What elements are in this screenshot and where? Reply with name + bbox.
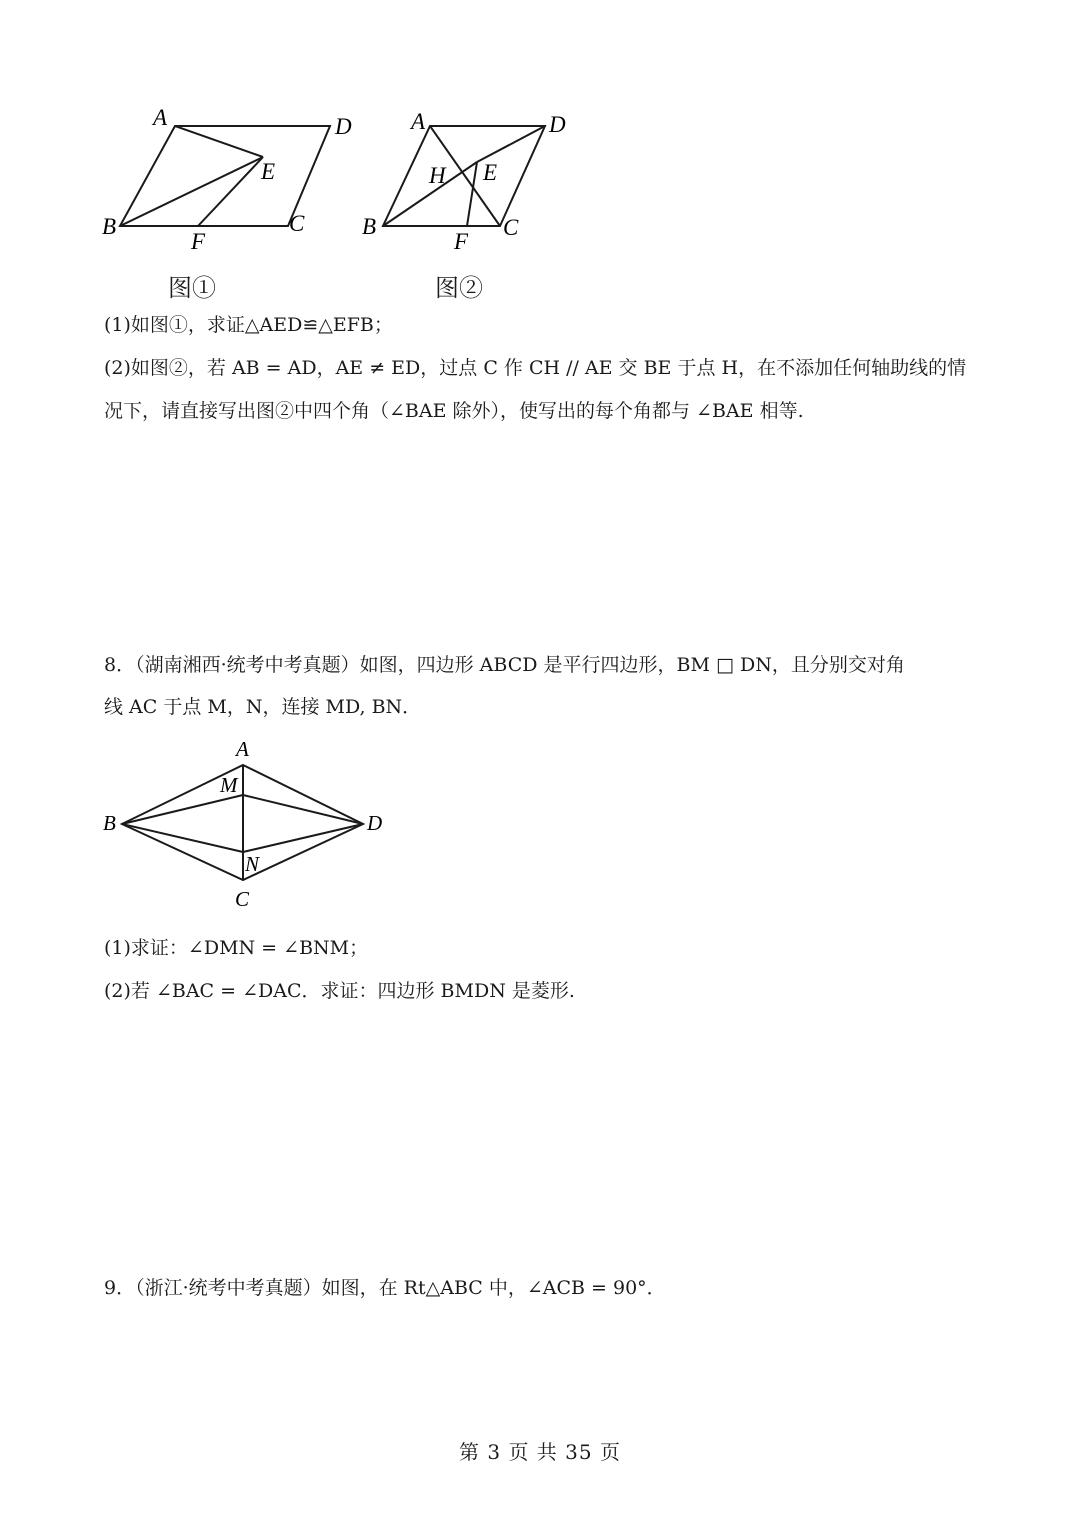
q8-stem-line1: 8．（湖南湘西·统考中考真题）如图，四边形 ABCD 是平行四边形，BM □ DN，且分别交对角 — [104, 654, 905, 676]
figure-2-label-b: B — [362, 214, 377, 239]
q8-label-n: N — [245, 852, 260, 876]
q9-stem: 9．（浙江·统考中考真题）如图，在 Rt△ABC 中，∠ACB = 90°． — [104, 1277, 666, 1299]
figure-2-label-a: A — [411, 109, 426, 134]
q8-segment-bn — [122, 824, 243, 852]
figure-1-diagram — [95, 100, 365, 250]
figure-2-label-d: D — [549, 112, 566, 137]
figure-1-label-a: A — [153, 105, 168, 130]
q8-label-a: A — [236, 737, 249, 761]
q8-segment-nd — [243, 824, 363, 852]
figure-1-label-b: B — [102, 214, 117, 239]
q8-label-d: D — [367, 811, 383, 835]
figure-2-label-f: F — [454, 229, 469, 250]
figure-2-label-e: E — [483, 160, 498, 185]
figure-2-caption: 图② — [435, 274, 483, 302]
figure-1-label-d: D — [335, 114, 352, 139]
figure-1-segment-be — [120, 157, 263, 226]
figure-2-label-h: H — [429, 163, 446, 188]
q8-label-b: B — [103, 811, 116, 835]
figure-2-diagram — [355, 100, 585, 250]
q8-segment-bm — [122, 795, 243, 824]
figure-1-segment-fe — [198, 157, 263, 226]
figure-1-label-c: C — [289, 211, 305, 236]
figure-2-segment-ef — [467, 162, 477, 226]
figure-1-caption: 图① — [168, 274, 216, 302]
q8-segment-md — [243, 795, 363, 824]
figure-2-label-c: C — [503, 215, 519, 240]
q8-figure — [95, 732, 395, 912]
page-footer: 第 3 页 共 35 页 — [459, 1440, 621, 1464]
q8-label-m: M — [220, 773, 238, 797]
q8-part1: (1)求证：∠DMN = ∠BNM； — [104, 937, 369, 959]
figure-2-segment-ed — [477, 126, 545, 162]
figure-1-segment-ae — [175, 126, 263, 157]
q7-part2-line1: (2)如图②，若 AB = AD，AE ≠ ED，过点 C 作 CH // AE 交 BE 于点 H，在不添加任何轴助线的情 — [104, 357, 967, 379]
q7-part2-line2: 况下，请直接写出图②中四个角（∠BAE 除外），使写出的每个角都与 ∠BAE 相等. — [104, 400, 804, 422]
figure-1-label-e: E — [261, 159, 276, 184]
q8-stem-line2: 线 AC 于点 M，N，连接 MD, BN． — [104, 696, 422, 718]
q8-part2: (2)若 ∠BAC = ∠DAC．求证：四边形 BMDN 是菱形. — [104, 980, 575, 1002]
figure-1-label-f: F — [191, 229, 206, 250]
q8-label-c: C — [235, 887, 250, 911]
q7-part1: (1)如图①，求证△AED≌△EFB； — [104, 314, 393, 336]
